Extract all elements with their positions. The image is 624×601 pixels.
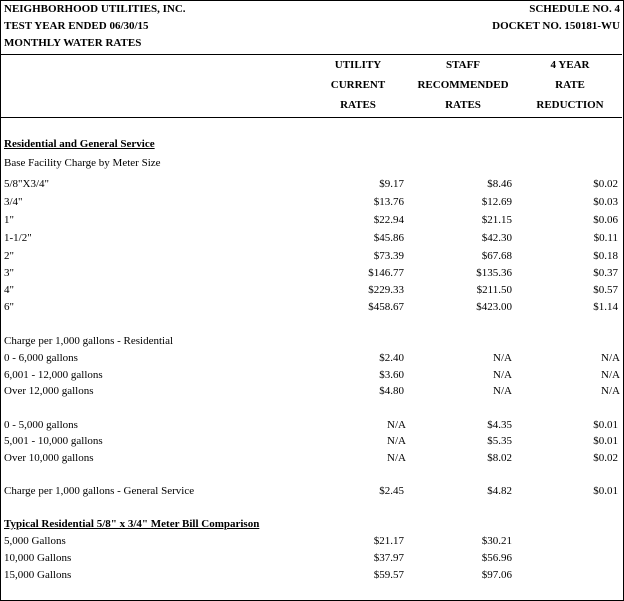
rate-reduction: $0.02 — [593, 178, 618, 190]
current-rate: N/A — [387, 419, 406, 431]
company-name: NEIGHBORHOOD UTILITIES, INC. — [4, 3, 186, 15]
col-current-line1: UTILITY — [334, 59, 382, 71]
rate-reduction: N/A — [601, 385, 620, 397]
current-rate: $2.40 — [379, 352, 404, 364]
rate-reduction: $0.02 — [593, 452, 618, 464]
charge-residential-label: Charge per 1,000 gallons - Residential — [4, 335, 174, 347]
col-recommended-line3: RATES — [445, 99, 481, 111]
row-label: 0 - 5,000 gallons — [4, 419, 78, 431]
rate-reduction: $0.37 — [593, 267, 618, 279]
rate-reduction: $0.01 — [593, 435, 618, 447]
row-label: 1" — [4, 214, 14, 226]
col-reduction-line2: RATE — [555, 79, 585, 91]
current-rate: $4.80 — [379, 385, 404, 397]
row-label: 10,000 Gallons — [4, 552, 72, 564]
section-title-residential: Residential and General Service — [4, 138, 155, 150]
current-bill: $21.17 — [373, 535, 404, 547]
recommended-rate: $211.50 — [476, 284, 512, 296]
row-label: 0 - 6,000 gallons — [4, 352, 78, 364]
rate-reduction: $0.18 — [593, 250, 618, 262]
recommended-rate: $8.02 — [487, 452, 512, 464]
rate-reduction: N/A — [601, 352, 620, 364]
current-bill: $59.57 — [373, 569, 404, 581]
schedule-number: SCHEDULE NO. 4 — [529, 3, 620, 15]
recommended-rate: N/A — [493, 369, 512, 381]
rate-reduction: $0.11 — [593, 232, 618, 244]
row-label: 15,000 Gallons — [4, 569, 72, 581]
current-rate: $229.33 — [368, 284, 404, 296]
current-rate: N/A — [387, 452, 406, 464]
docket-number: DOCKET NO. 150181-WU — [492, 20, 620, 32]
rate-reduction: $0.01 — [593, 419, 618, 431]
col-reduction-line1: 4 YEAR — [550, 59, 590, 71]
row-label: 5,001 - 10,000 gallons — [4, 435, 103, 447]
recommended-rate: $42.30 — [481, 232, 512, 244]
recommended-rate: $8.46 — [487, 178, 512, 190]
row-label: Over 12,000 gallons — [4, 385, 94, 397]
current-rate: $13.76 — [373, 196, 404, 208]
rate-reduction: N/A — [601, 369, 620, 381]
col-current-line3: RATES — [340, 99, 376, 111]
recommended-rate: $5.35 — [487, 435, 512, 447]
col-recommended-line1: STAFF — [445, 59, 481, 71]
recommended-bill: $30.21 — [481, 535, 512, 547]
current-rate: $22.94 — [373, 214, 404, 226]
row-label: 6" — [4, 301, 14, 313]
recommended-rate: $423.00 — [476, 301, 512, 313]
recommended-rate: $21.15 — [481, 214, 512, 226]
recommended-rate: $4.82 — [487, 485, 512, 497]
column-header-divider — [0, 117, 622, 118]
recommended-rate: $135.36 — [476, 267, 512, 279]
current-bill: $37.97 — [373, 552, 404, 564]
rate-reduction: $0.03 — [593, 196, 618, 208]
section-title-bill-comparison: Typical Residential 5/8" x 3/4" Meter Bill Comparison — [4, 518, 260, 530]
recommended-rate: N/A — [493, 385, 512, 397]
test-year: TEST YEAR ENDED 06/30/15 — [4, 20, 149, 32]
current-rate: $2.45 — [379, 485, 404, 497]
row-label: 5/8"X3/4" — [4, 178, 50, 190]
rate-reduction: $0.01 — [593, 485, 618, 497]
col-reduction-line3: REDUCTION — [536, 99, 604, 111]
recommended-rate: N/A — [493, 352, 512, 364]
rate-reduction: $0.06 — [593, 214, 618, 226]
recommended-bill: $97.06 — [481, 569, 512, 581]
col-recommended-line2: RECOMMENDED — [417, 79, 509, 91]
current-rate: N/A — [387, 435, 406, 447]
row-label: 4" — [4, 284, 14, 296]
row-label: 3/4" — [4, 196, 23, 208]
document-title: MONTHLY WATER RATES — [4, 37, 142, 49]
rate-reduction: $0.57 — [593, 284, 618, 296]
row-label: 6,001 - 12,000 gallons — [4, 369, 103, 381]
row-label: 3" — [4, 267, 14, 279]
row-label: 5,000 Gallons — [4, 535, 66, 547]
current-rate: $146.77 — [368, 267, 404, 279]
row-label: 2" — [4, 250, 14, 262]
recommended-rate: $4.35 — [487, 419, 512, 431]
row-label: Over 10,000 gallons — [4, 452, 94, 464]
header-divider — [0, 54, 622, 55]
row-label: 1-1/2" — [4, 232, 32, 244]
rate-reduction: $1.14 — [593, 301, 618, 313]
row-label: Charge per 1,000 gallons - General Service — [4, 485, 195, 497]
col-current-line2: CURRENT — [330, 79, 386, 91]
current-rate: $3.60 — [379, 369, 404, 381]
recommended-bill: $56.96 — [481, 552, 512, 564]
current-rate: $73.39 — [373, 250, 404, 262]
bfc-label: Base Facility Charge by Meter Size — [4, 157, 161, 169]
recommended-rate: $12.69 — [481, 196, 512, 208]
recommended-rate: $67.68 — [481, 250, 512, 262]
current-rate: $9.17 — [379, 178, 404, 190]
current-rate: $458.67 — [368, 301, 404, 313]
current-rate: $45.86 — [373, 232, 404, 244]
